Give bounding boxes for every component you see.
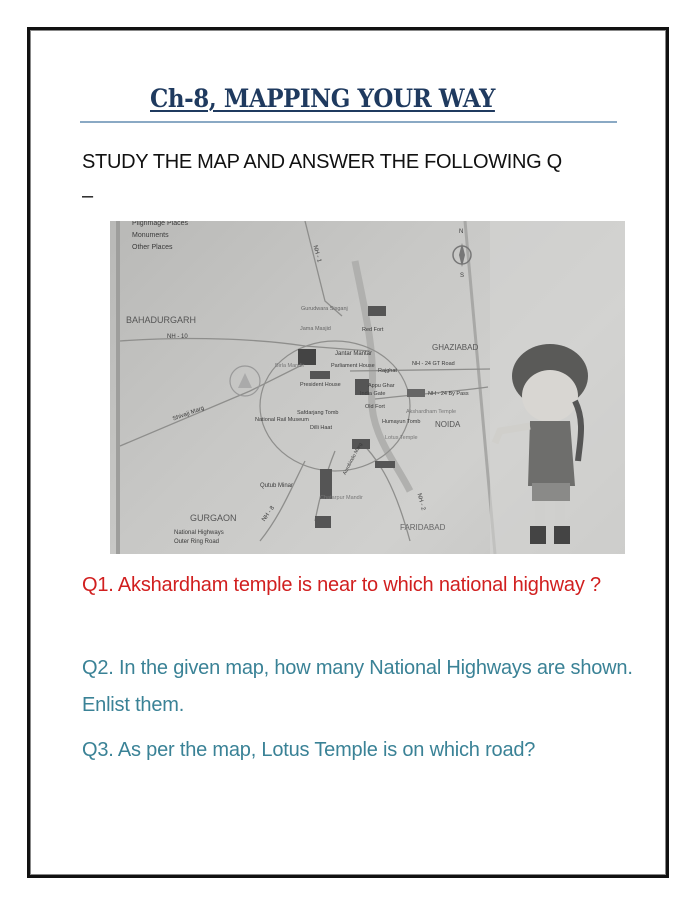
road-nh1: NH - 1 (311, 244, 322, 264)
place-jama-masjid: Jama Masjid (300, 326, 331, 332)
place-birla-mandir: Birla Mandir (275, 363, 305, 369)
place-chatarpur-mandir: Chatarpur Mandir (320, 495, 363, 501)
legend-national-highways: National Highways (174, 530, 224, 536)
legend-other-places: Other Places (132, 244, 173, 251)
place-national-rail-museum: National Rail Museum (255, 417, 309, 423)
place-rajghat: Rajghat (378, 368, 397, 374)
page-title: Ch-8, MAPPING YOUR WAY (150, 84, 495, 113)
city-bahadurgarh: BAHADURGARH (126, 315, 197, 325)
place-humayun-tomb: Humayun Tomb (382, 419, 421, 425)
city-ghaziabad: GHAZIABAD (432, 343, 479, 352)
place-appu-ghar: Appu Ghar (368, 383, 395, 389)
place-qutub-minar: Qutub Minar (260, 483, 294, 489)
place-lotus-temple: Lotus Temple (385, 435, 418, 441)
legend-outer-ring-road: Outer Ring Road (174, 539, 220, 545)
road-aurobindo-marg: Aurobindo Marg (341, 441, 364, 477)
title-divider (80, 121, 617, 123)
road-nh10: NH - 10 (167, 334, 188, 340)
question-2: Q2. In the given map, how many National Highways are shown. Enlist them. (82, 657, 633, 716)
place-old-fort: Old Fort (365, 404, 385, 410)
delhi-map-photo (110, 221, 625, 554)
road-nh24-bypass: NH - 24 By Pass (428, 391, 469, 397)
road-nh8: NH - 8 (261, 505, 277, 523)
legend-monuments: Monuments (132, 232, 169, 239)
place-gurudwara-sisganj: Gurudwara Sisganj (301, 306, 348, 312)
road-nh2: NH - 2 (415, 492, 426, 512)
place-safdarjang-tomb: Safdarjang Tomb (297, 410, 339, 416)
question-3: Q3. As per the map, Lotus Temple is on which road? (82, 739, 536, 761)
place-red-fort: Red Fort (362, 327, 384, 333)
compass-north: N (459, 229, 464, 235)
place-india-gate: India Gate (360, 391, 386, 397)
city-gurgaon: GURGAON (190, 513, 237, 523)
instruction-line-1: STUDY THE MAP AND ANSWER THE FOLLOWING Q (82, 151, 562, 173)
city-noida: NOIDA (435, 420, 461, 429)
road-shivaji-marg: Shivaji Marg (171, 405, 206, 423)
question-1: Q1. Akshardham temple is near to which national highway ? (82, 574, 601, 596)
place-akshardham-temple: Akshardham Temple (406, 409, 457, 415)
compass-south: S (460, 273, 465, 279)
place-dilli-haat: Dilli Haat (310, 425, 333, 431)
city-faridabad: FARIDABAD (400, 523, 446, 532)
instruction-text (82, 145, 562, 213)
place-president-house: President House (300, 382, 341, 388)
place-parliament-house: Parliament House (331, 363, 375, 369)
road-nh24-gt: NH - 24 GT Road (412, 361, 455, 367)
place-jantar-mantar: Jantar Mantar (335, 351, 373, 357)
legend-pilgrimage: Pilgrimage Places (132, 221, 189, 227)
instruction-line-2: – (82, 185, 93, 207)
